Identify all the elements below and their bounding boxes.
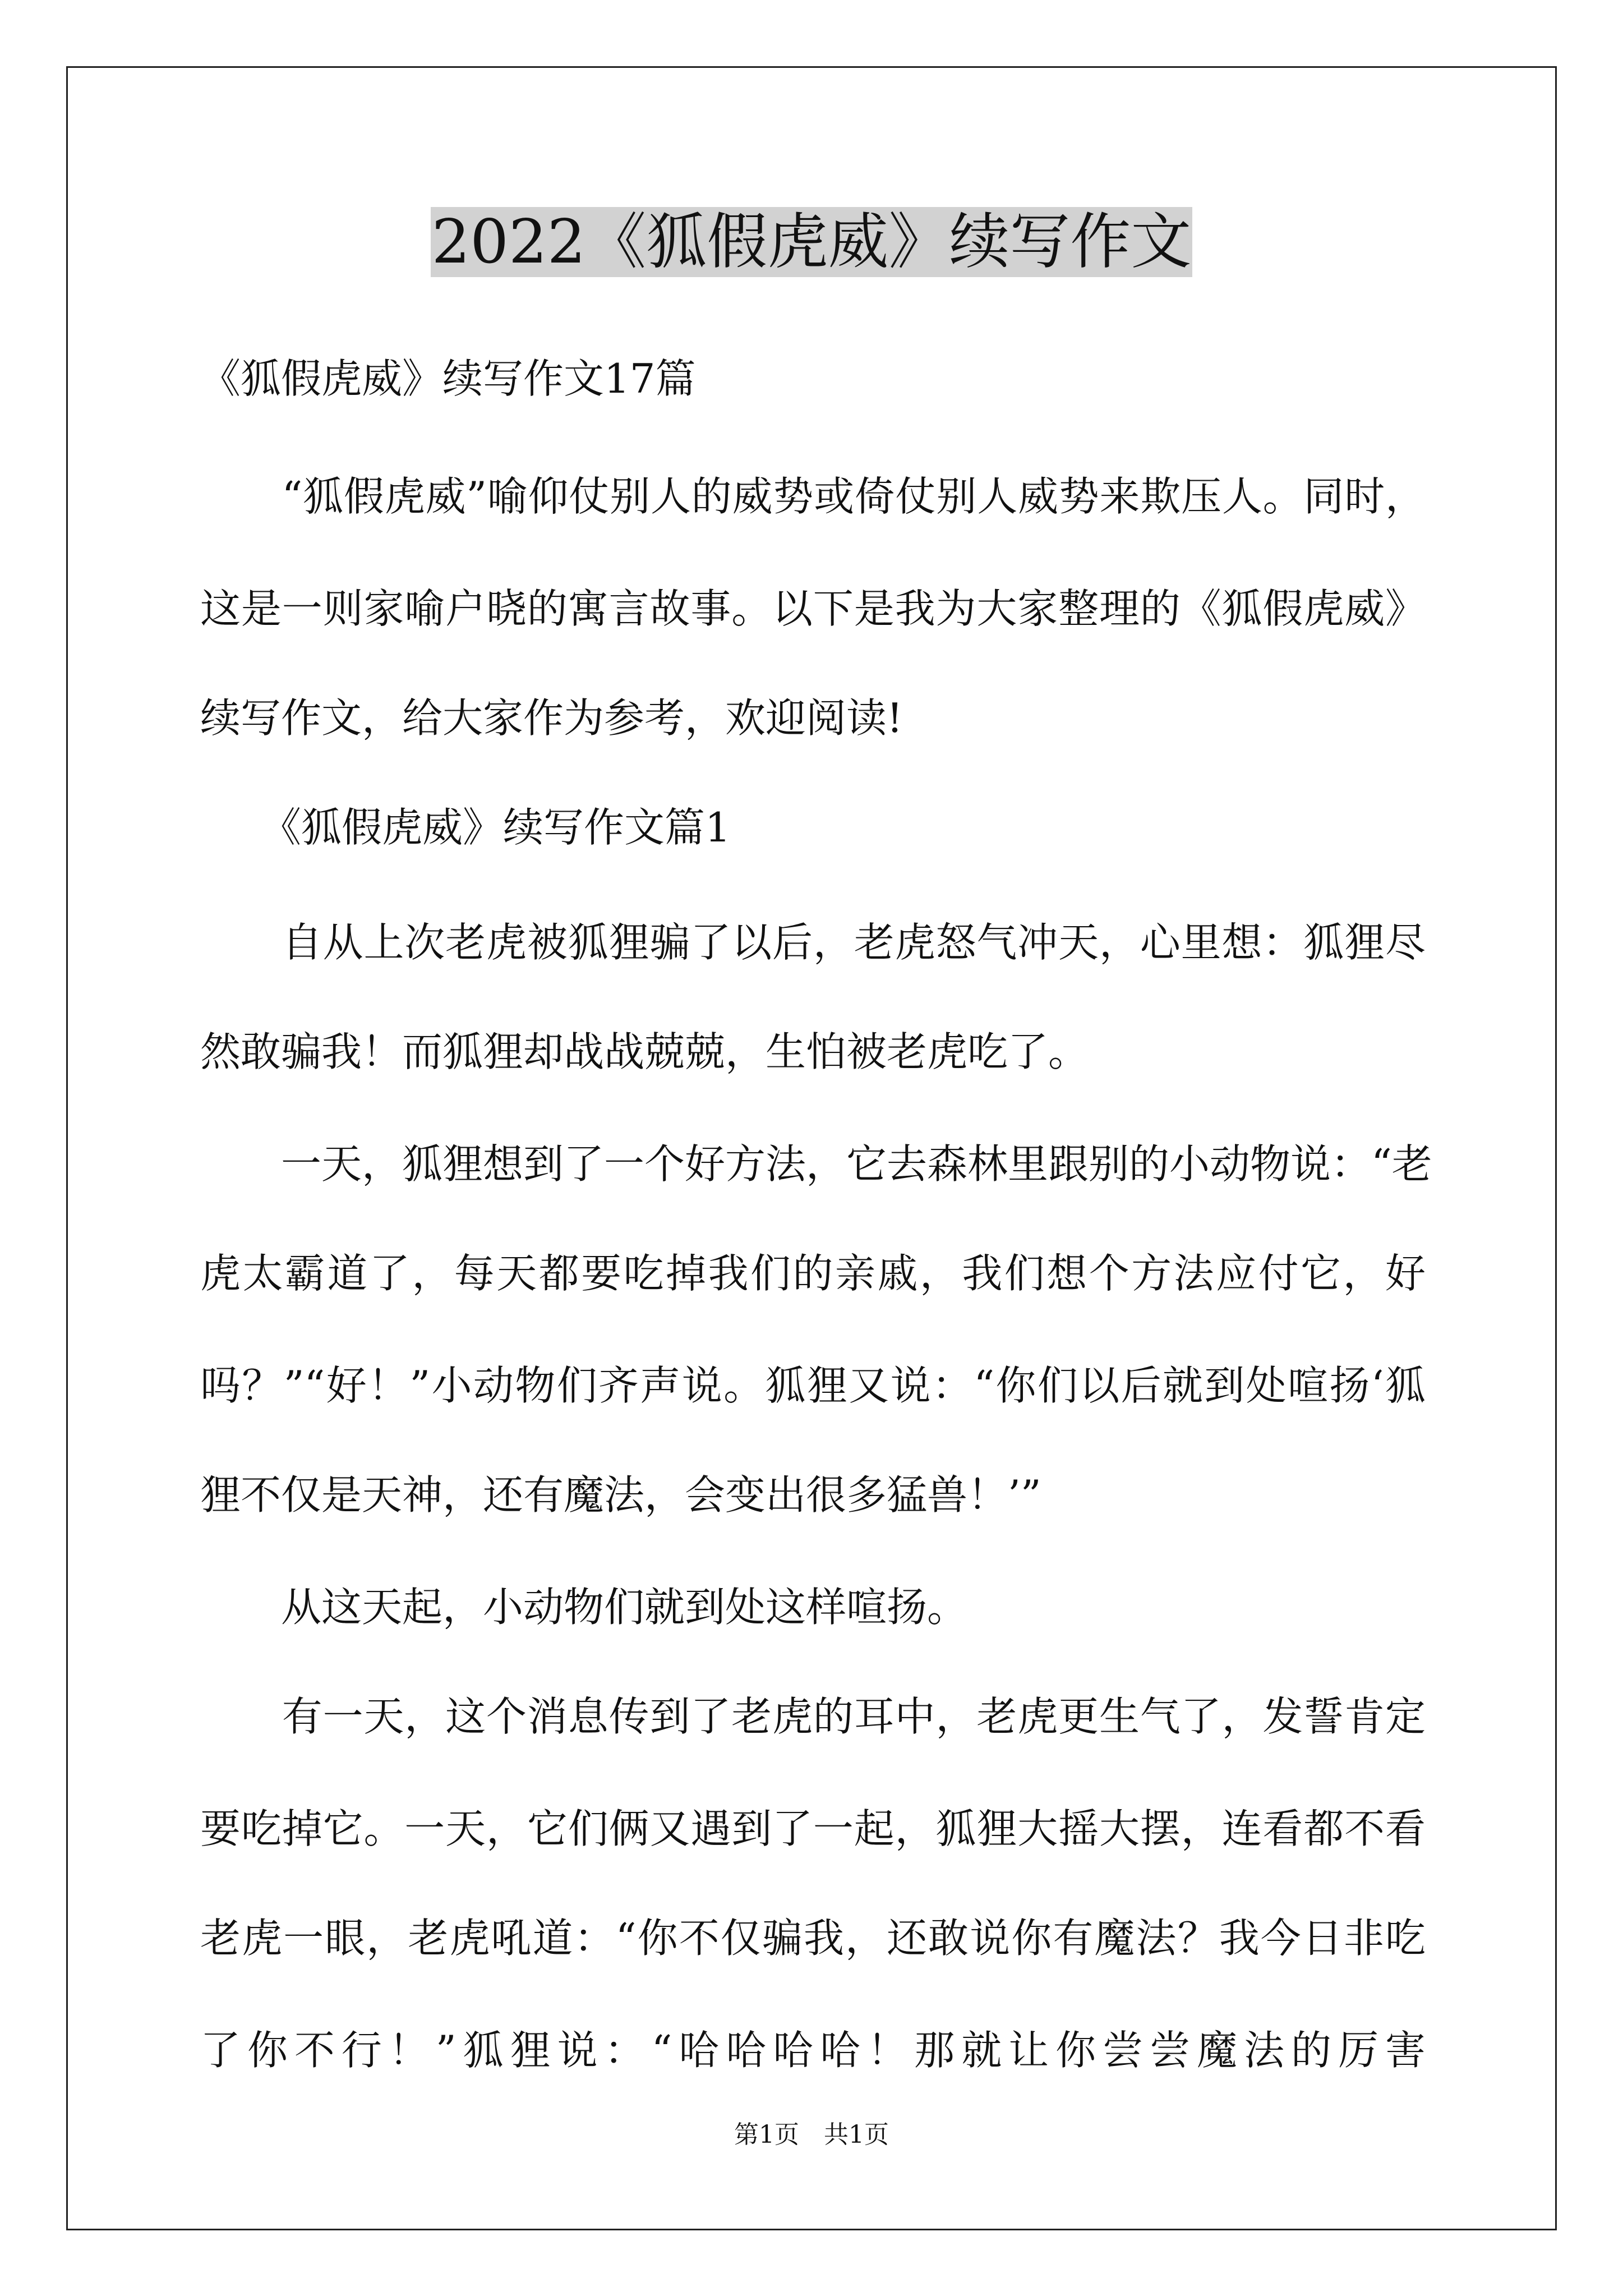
paragraph-line: 要吃掉它。一天，它们俩又遇到了一起，狐狸大摇大摆，连看都不看 xyxy=(200,1805,1426,1852)
page-footer: 第1页 共1页 xyxy=(734,2120,889,2149)
paragraph-line: 一天，狐狸想到了一个好方法，它去森林里跟别的小动物说：“老 xyxy=(200,1140,1432,1188)
paragraph-line: “狐假虎威”喻仰仗别人的威势或倚仗别人威势来欺压人。同时， xyxy=(200,473,1426,520)
paragraph-line: 续写作文，给大家作为参考，欢迎阅读! xyxy=(200,694,903,742)
paragraph-line: 虎太霸道了，每天都要吃掉我们的亲戚，我们想个方法应付它，好 xyxy=(200,1250,1426,1297)
document-title xyxy=(0,203,1623,282)
paragraph-line: 这是一则家喻户晓的寓言故事。以下是我为大家整理的《狐假虎威》 xyxy=(200,585,1426,632)
paragraph-line: 有一天，这个消息传到了老虎的耳中，老虎更生气了，发誓肯定 xyxy=(200,1693,1426,1740)
paragraph-line: 自从上次老虎被狐狸骗了以后，老虎怒气冲天，心里想：狐狸尽 xyxy=(200,919,1426,966)
section-heading: 《狐假虎威》续写作文篇1 xyxy=(200,804,731,851)
paragraph-line: 了你不行！”狐狸说：“哈哈哈哈！那就让你尝尝魔法的厉害 xyxy=(200,2027,1426,2074)
paragraph-line: 狸不仅是天神，还有魔法，会变出很多猛兽！’” xyxy=(200,1471,1041,1519)
document-title-text: 2022《狐假虎威》续写作文 xyxy=(431,207,1192,277)
paragraph-line: 然敢骗我！而狐狸却战战兢兢，生怕被老虎吃了。 xyxy=(200,1028,1089,1075)
document-subtitle: 《狐假虎威》续写作文17篇 xyxy=(200,355,696,402)
paragraph-line: 老虎一眼，老虎吼道：“你不仅骗我，还敢说你有魔法？我今日非吃 xyxy=(200,1915,1426,1962)
paragraph-line: 从这天起，小动物们就到处这样喧扬。 xyxy=(200,1584,968,1631)
paragraph-line: 吗？”“好！”小动物们齐声说。狐狸又说：“你们以后就到处喧扬‘狐 xyxy=(200,1362,1426,1409)
